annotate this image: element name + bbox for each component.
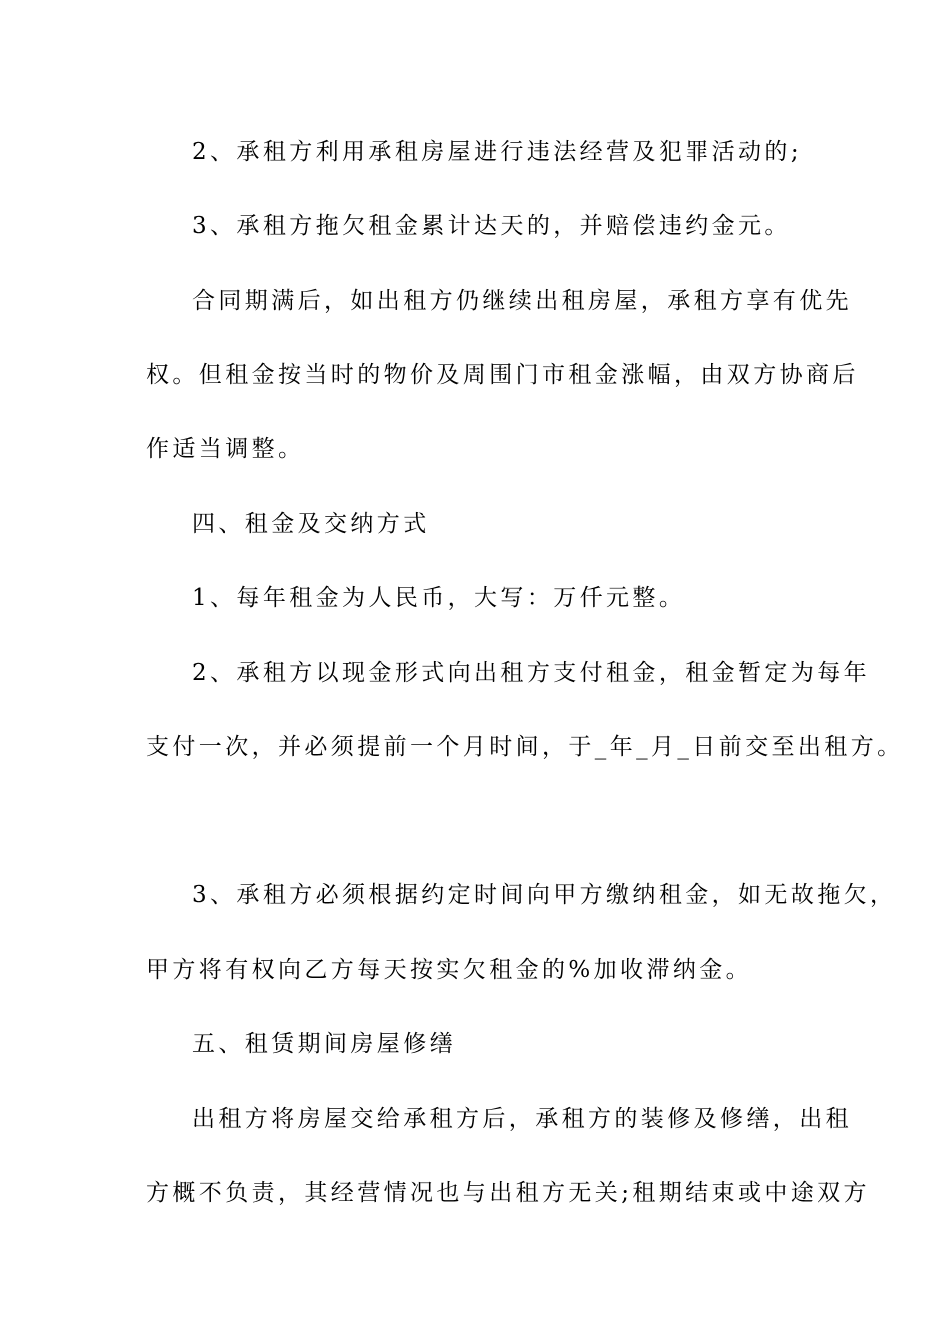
repair-paragraph-line-1: 出租方将房屋交给承租方后，承租方的装修及修缮，出租 — [192, 1106, 852, 1132]
renewal-paragraph-line-1: 合同期满后，如出租方仍继续出租房屋，承租方享有优先 — [192, 288, 852, 314]
section-4-heading: 四、租金及交纳方式 — [192, 511, 430, 537]
rent-clause-3-line-2: 甲方将有权向乙方每天按实欠租金的%加收滞纳金。 — [146, 957, 753, 983]
rent-clause-1: 1、每年租金为人民币，大写：万仟元整。 — [192, 585, 686, 611]
rent-clause-2-line-2: 支付一次，并必须提前一个月时间，于_年_月_日前交至出租方。 — [146, 734, 904, 760]
renewal-paragraph-line-2: 权。但租金按当时的物价及周围门市租金涨幅，由双方协商后 — [146, 362, 859, 388]
section-5-heading: 五、租赁期间房屋修缮 — [192, 1031, 456, 1057]
rent-clause-3-line-1: 3、承租方必须根据约定时间向甲方缴纳租金，如无故拖欠， — [192, 882, 897, 908]
clause-3-rent-arrears: 3、承租方拖欠租金累计达天的，并赔偿违约金元。 — [192, 213, 791, 239]
clause-2-illegal-use: 2、承租方利用承租房屋进行违法经营及犯罪活动的; — [192, 139, 802, 165]
repair-paragraph-line-2: 方概不负责，其经营情况也与出租方无关;租期结束或中途双方 — [146, 1180, 870, 1206]
rent-clause-2-line-1: 2、承租方以现金形式向出租方支付租金，租金暂定为每年 — [192, 660, 871, 686]
renewal-paragraph-line-3: 作适当调整。 — [146, 436, 305, 462]
